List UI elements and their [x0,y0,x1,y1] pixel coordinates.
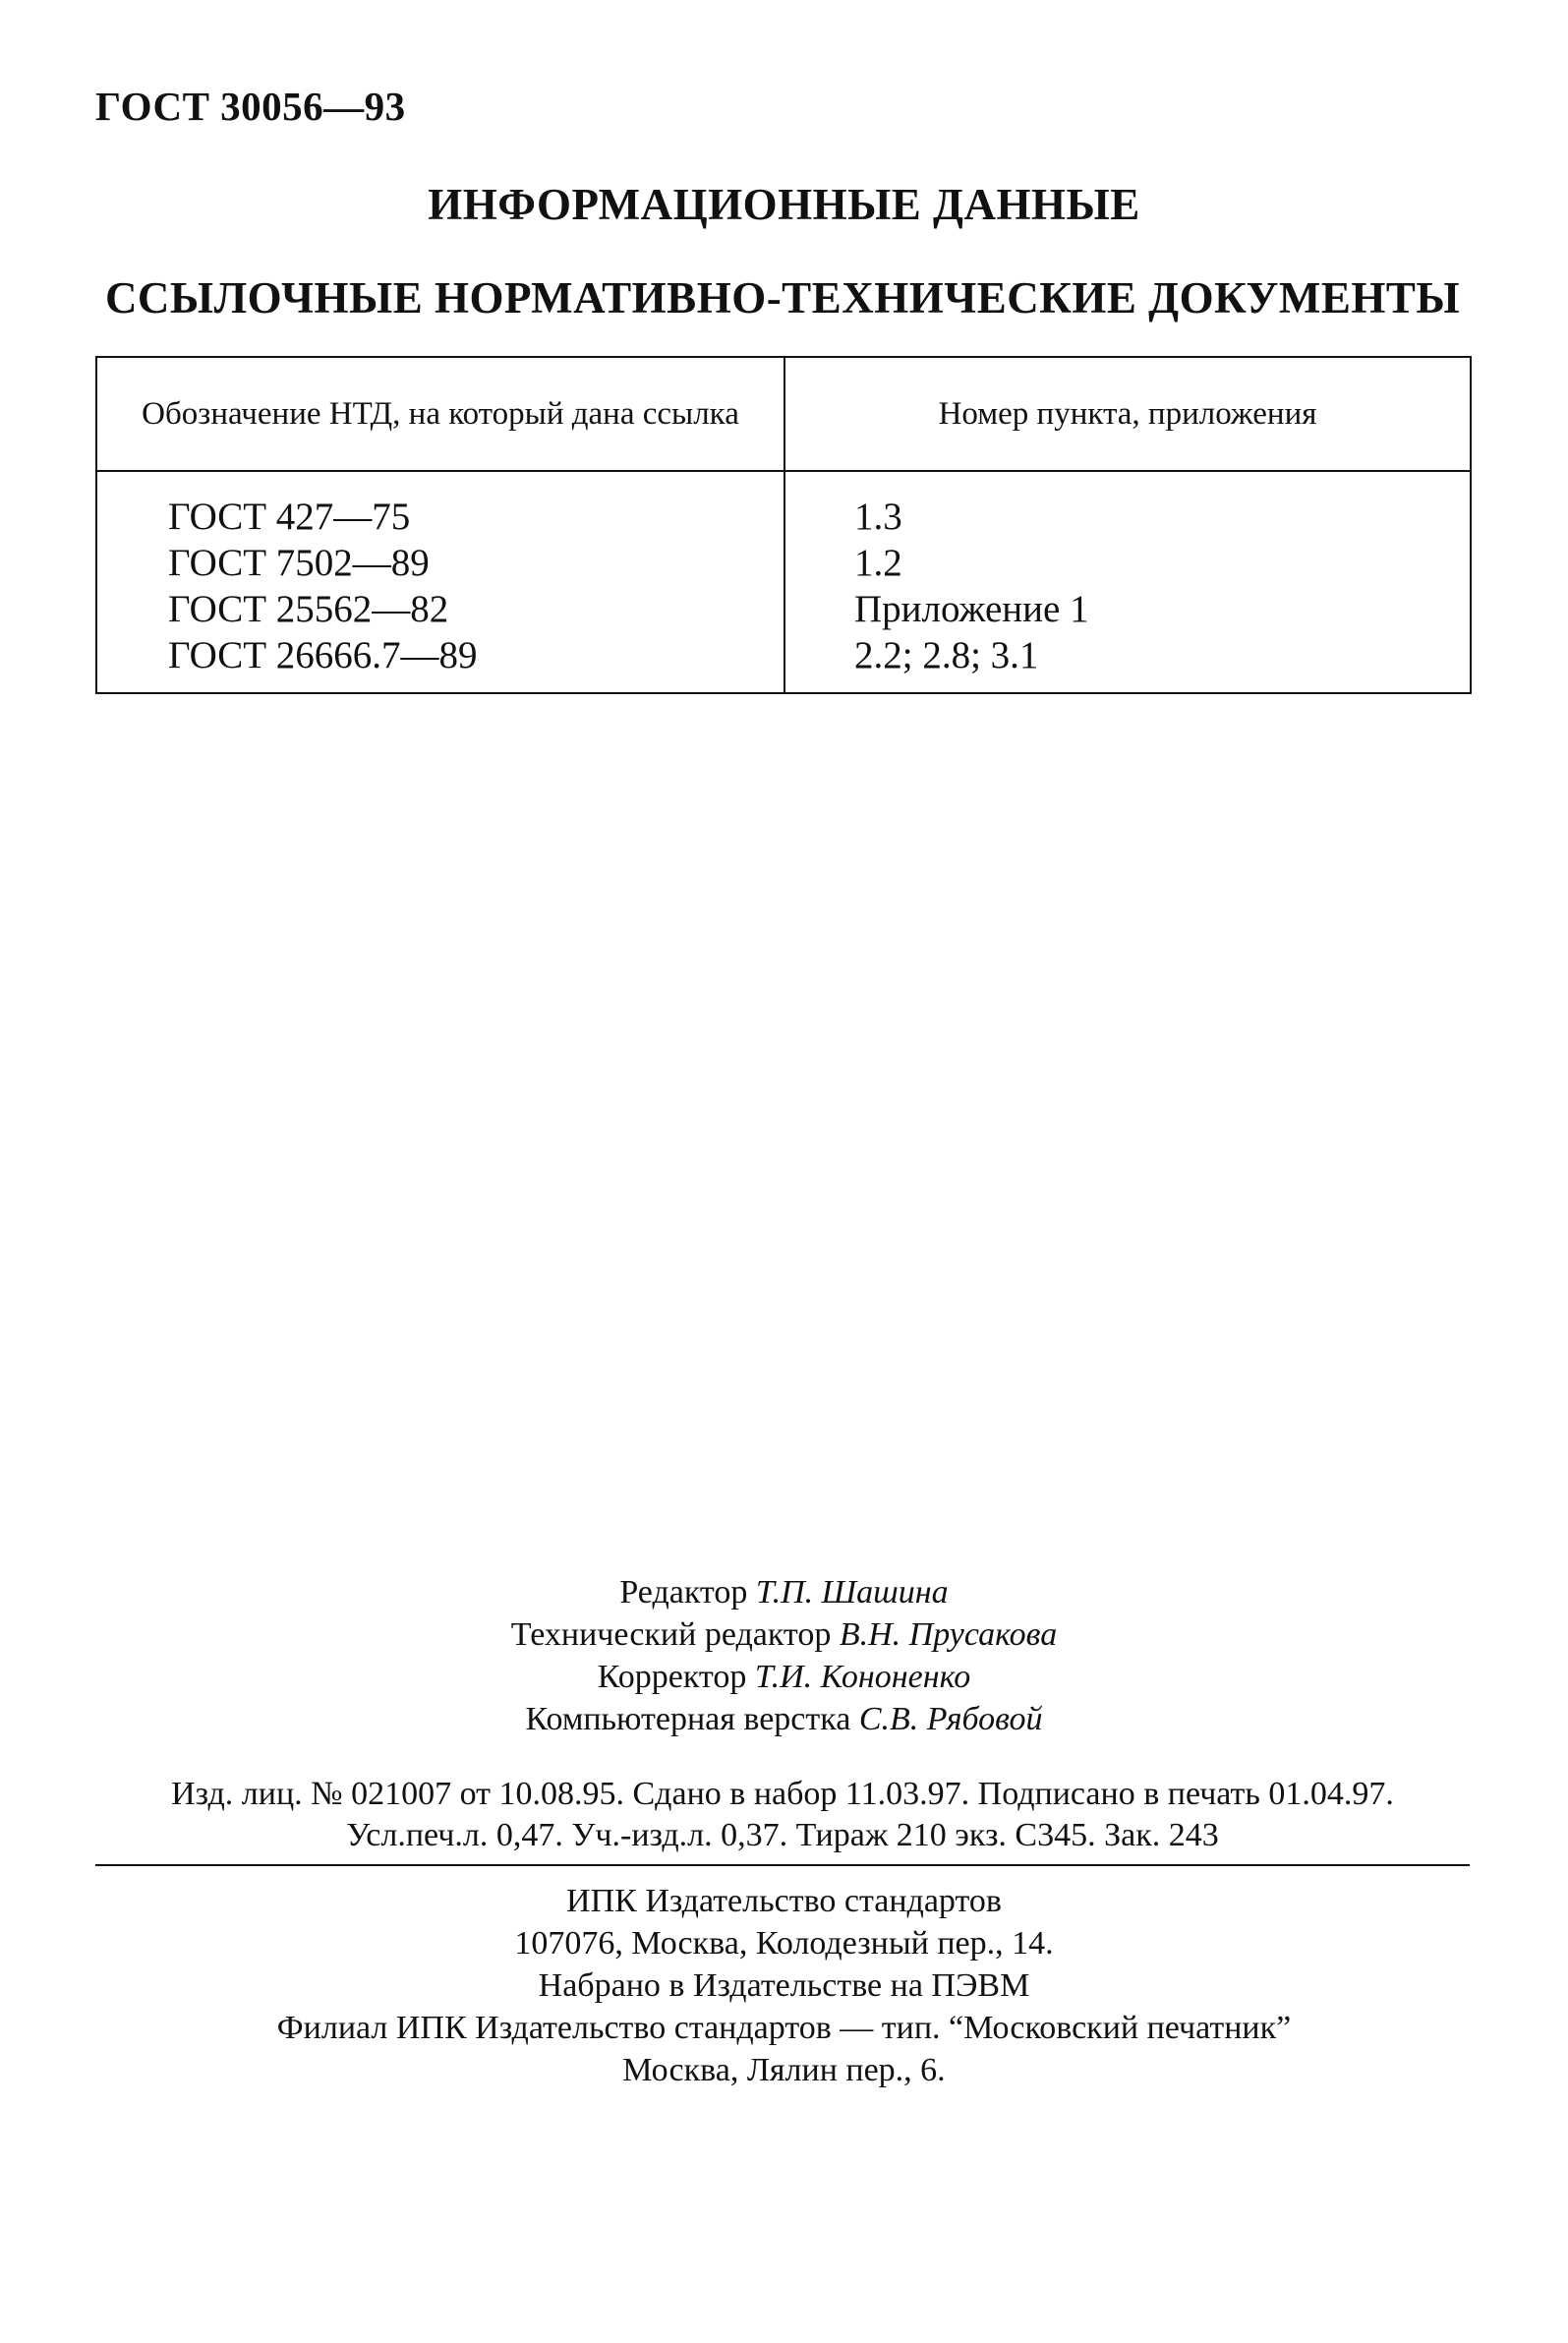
credit-role: Компьютерная верстка [525,1701,851,1737]
credit-line-layout [0,1698,1568,1740]
reference-documents-table [95,356,1472,694]
imprint-line: ИПК Издательство стандартов [566,1883,1002,1919]
column-header-item: Номер пункта, приложения [784,357,1471,471]
publication-line: Изд. лиц. № 021007 от 10.08.95. Сдано в набор 11.03.97. Подписано в печать 01.04.97. [171,1776,1394,1812]
divider [95,1864,1470,1866]
document-list-cell [96,471,784,693]
item-list-cell [784,471,1471,693]
table-row [96,471,1471,693]
table-cell-item: 2.2; 2.8; 3.1 [854,634,1039,676]
credit-line-editor [0,1571,1568,1613]
publication-line: Усл.печ.л. 0,47. Уч.-изд.л. 0,37. Тираж 210 экз. С345. Зак. 243 [346,1817,1219,1853]
table-cell-item: Приложение 1 [854,588,1089,630]
table-cell-item: 1.2 [854,542,902,584]
imprint-line: 107076, Москва, Колодезный пер., 14. [514,1925,1054,1962]
credit-name: В.Н. Прусакова [839,1616,1058,1653]
section-title: ССЫЛОЧНЫЕ НОРМАТИВНО-ТЕХНИЧЕСКИЕ ДОКУМЕНТЫ [104,273,1461,322]
credit-line-tech-editor [0,1613,1568,1656]
column-header-document: Обозначение НТД, на который дана ссылка [96,357,784,471]
credit-name: С.В. Рябовой [858,1701,1043,1737]
credit-name: Т.И. Кононенко [754,1659,971,1695]
credit-role: Технический редактор [510,1616,832,1653]
imprint-line: Москва, Лялин пер., 6. [622,2052,946,2088]
imprint-line: Филиал ИПК Издательство стандартов — тип. “Московский печатник” [276,2010,1292,2046]
table-cell-doc: ГОСТ 25562—82 [168,588,449,630]
table-cell-doc: ГОСТ 427—75 [168,496,411,538]
publication-info [95,1774,1470,1856]
table-cell-doc: ГОСТ 7502—89 [168,542,430,584]
imprint-block [0,1880,1568,2091]
table-header-row [96,357,1471,471]
credits-block [0,1571,1568,1740]
credit-role: Редактор [619,1574,748,1611]
table-cell-doc: ГОСТ 26666.7—89 [168,634,478,676]
document-code: ГОСТ 30056—93 [95,84,406,129]
imprint-line: Набрано в Издательстве на ПЭВМ [538,1967,1030,2004]
credit-line-proofreader [0,1656,1568,1698]
page-title: ИНФОРМАЦИОННЫЕ ДАННЫЕ [428,180,1140,229]
credit-role: Корректор [597,1659,747,1695]
table-cell-item: 1.3 [854,496,902,538]
credit-name: Т.П. Шашина [755,1574,949,1611]
